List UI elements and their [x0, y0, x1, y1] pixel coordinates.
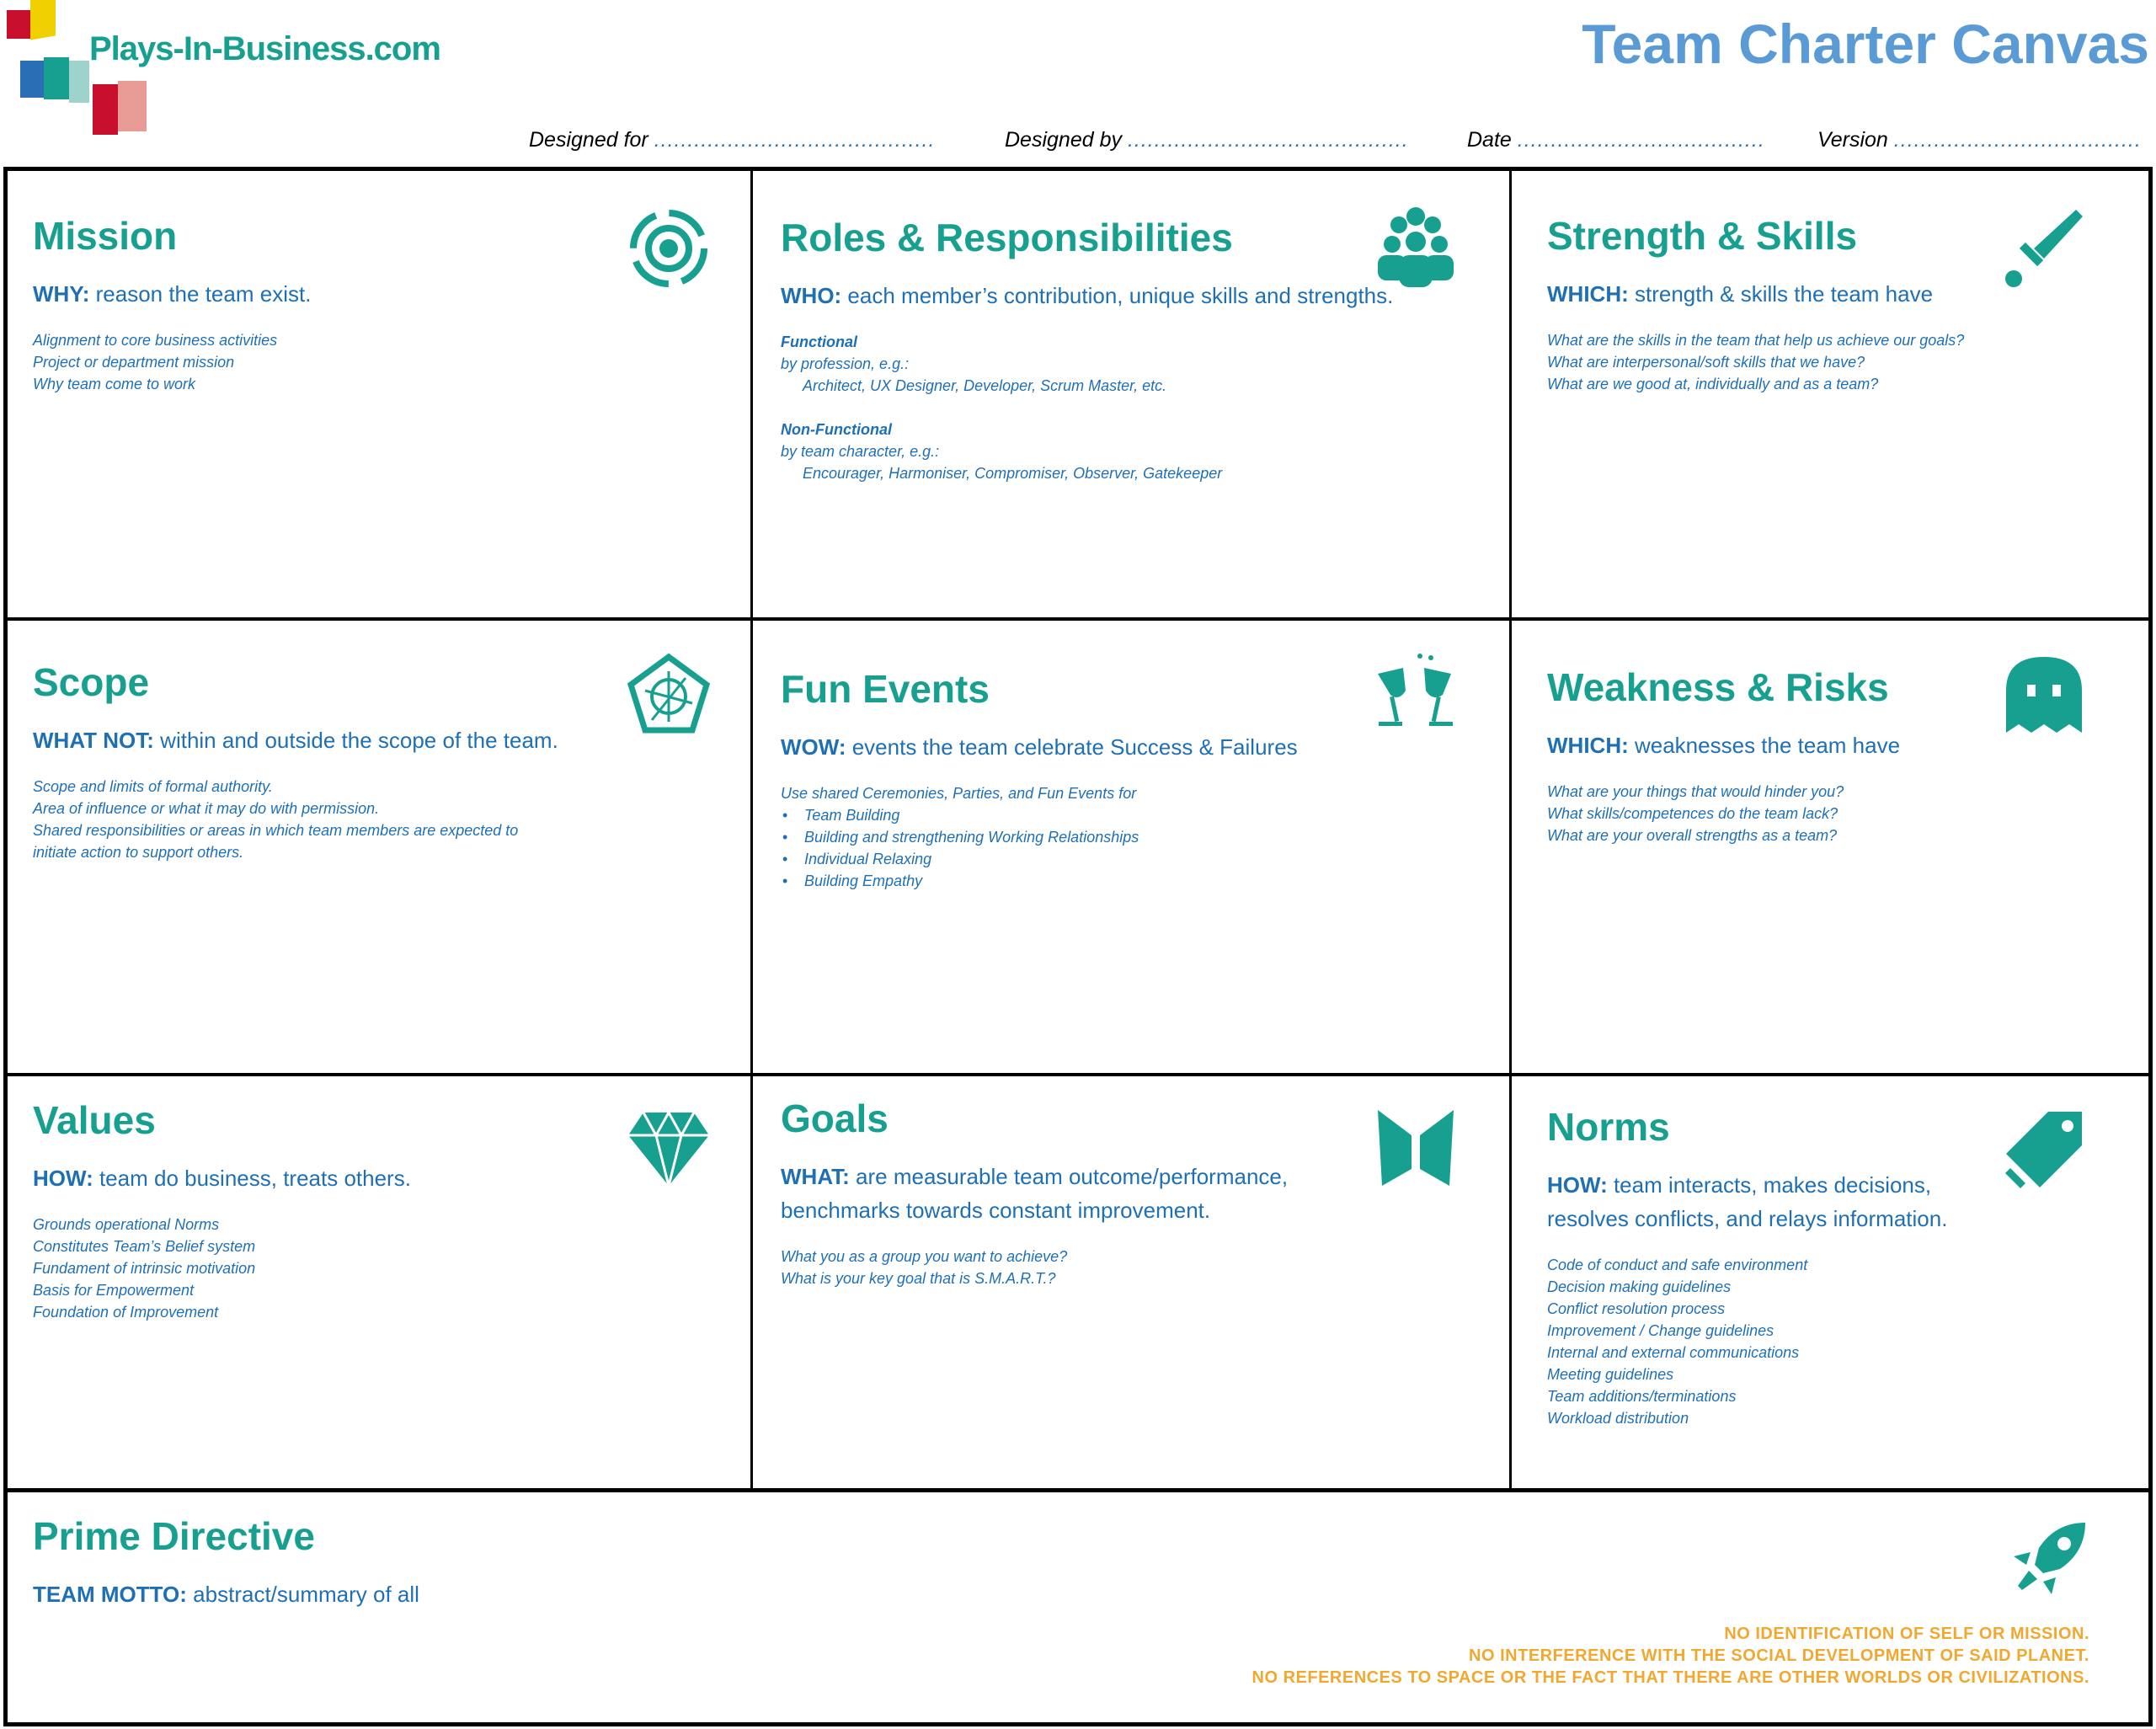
note: Architect, UX Designer, Developer, Scrum Master, etc.	[803, 377, 1167, 394]
note: Constitutes Team’s Belief system	[33, 1238, 256, 1255]
diamond-icon	[627, 1106, 711, 1190]
note: Scope and limits of formal authority.	[33, 778, 273, 795]
cell-lead: TEAM MOTTO: abstract/summary of all	[33, 1582, 419, 1607]
sword-icon	[2002, 206, 2086, 291]
field-dots: .....................................	[1893, 128, 2142, 152]
note: Team additions/terminations	[1547, 1388, 1737, 1405]
page-title: Team Charter Canvas	[1582, 13, 2149, 75]
cell-title: Fun Events	[781, 667, 990, 711]
designed-by-field[interactable]	[1005, 128, 1409, 152]
note: Why team come to work	[33, 376, 196, 392]
note: by profession, e.g.:	[781, 355, 910, 372]
note: initiate action to support others.	[33, 844, 244, 861]
cell-title: Weakness & Risks	[1547, 665, 1889, 709]
note: Foundation of Improvement	[33, 1304, 219, 1321]
date-field[interactable]	[1467, 128, 1765, 152]
note: What is your key goal that is S.M.A.R.T.?	[781, 1270, 1056, 1287]
note: Encourager, Harmoniser, Compromiser, Observer, Gatekeeper	[803, 465, 1223, 482]
cell-title: Scope	[33, 660, 150, 704]
divider	[8, 1488, 2148, 1492]
cell-lead: WHO: each member’s contribution, unique skills and strengths.	[781, 283, 1394, 308]
field-label: Designed by	[1005, 128, 1122, 152]
cell-lead: WHAT: are measurable team outcome/performance, benchmarks towards constant improvement.	[781, 1164, 1289, 1223]
note: What are the skills in the team that help us achieve our goals?	[1547, 332, 1965, 349]
tag-icon	[2002, 1107, 2086, 1192]
cell-lead: HOW: team interacts, makes decisions, resolves conflicts, and relays information.	[1547, 1172, 1948, 1231]
note-heading: Non-Functional	[781, 421, 892, 438]
flags-icon	[1374, 1106, 1458, 1190]
note: What are interpersonal/soft skills that we have?	[1547, 354, 1865, 371]
note: Internal and external communications	[1547, 1344, 1800, 1361]
note: Improvement / Change guidelines	[1547, 1322, 1774, 1339]
bullet-item: • Individual Relaxing	[781, 848, 1488, 870]
note: What are we good at, individually and as a team?	[1547, 376, 1879, 392]
note: What skills/competences do the team lack?	[1547, 805, 1838, 822]
field-label: Date	[1467, 128, 1512, 152]
cell-title: Prime Directive	[33, 1514, 315, 1558]
note: Use shared Ceremonies, Parties, and Fun Events for	[781, 785, 1137, 802]
bullet-item: • Building Empathy	[781, 870, 1488, 892]
bullet-item: • Team Building	[781, 804, 1488, 826]
cell-lead: HOW: team do business, treats others.	[33, 1166, 411, 1191]
cell-lead: WHICH: weaknesses the team have	[1547, 733, 1901, 758]
cell-lead: WHICH: strength & skills the team have	[1547, 281, 1934, 307]
rocket-icon	[2005, 1518, 2089, 1603]
divider	[8, 617, 2148, 621]
note: Alignment to core business activities	[33, 332, 278, 349]
canvas-grid	[3, 167, 2153, 1726]
cell-title: Norms	[1547, 1105, 1670, 1149]
logo	[0, 0, 505, 143]
field-label: Version	[1817, 128, 1888, 152]
cell-lead: WHAT NOT: within and outside the scope of the team.	[33, 728, 558, 753]
divider	[1509, 171, 1512, 1488]
team-icon	[1374, 206, 1458, 291]
note: Grounds operational Norms	[33, 1216, 220, 1233]
bullet-item: • Building and strengthening Working Relationships	[781, 826, 1488, 848]
version-field[interactable]	[1817, 128, 2142, 152]
note: Meeting guidelines	[1547, 1366, 1674, 1383]
logo-text: Plays-In-Business.com	[89, 30, 440, 67]
designed-for-field[interactable]	[529, 128, 935, 152]
note: Code of conduct and safe environment	[1547, 1257, 1808, 1273]
note: What are your overall strengths as a team?	[1547, 827, 1838, 844]
note: Conflict resolution process	[1547, 1300, 1726, 1317]
field-dots: .....................................	[1517, 128, 1765, 152]
cheers-glasses-icon	[1374, 653, 1458, 737]
target-icon	[627, 206, 711, 291]
note-heading: Functional	[781, 334, 857, 350]
field-dots: ..........................................	[654, 128, 936, 152]
field-label: Designed for	[529, 128, 648, 152]
cell-title: Goals	[781, 1097, 889, 1140]
cell-lead: WOW: events the team celebrate Success & Failures	[781, 734, 1298, 760]
cell-title: Roles & Responsibilities	[781, 216, 1233, 259]
note: Shared responsibilities or areas in which team members are expected to	[33, 822, 519, 839]
pentagon-network-icon	[627, 653, 711, 737]
note: Project or department mission	[33, 354, 235, 371]
prime-directive-text: NO IDENTIFICATION OF SELF OR MISSION. NO INTERFERENCE WITH THE SOCIAL DEVELOPMENT OF SAID PLANET. NO REFERENCES TO SPACE OR THE FACT THAT THERE ARE OTHER WORLDS OR CIVILIZATIONS.	[1251, 1625, 2089, 1687]
note: Fundament of intrinsic motivation	[33, 1260, 256, 1277]
note: What you as a group you want to achieve?	[781, 1248, 1068, 1265]
note: Area of influence or what it may do with permission.	[33, 800, 380, 817]
cell-title: Strength & Skills	[1547, 214, 1858, 258]
note: What are your things that would hinder you?	[1547, 783, 1844, 800]
divider	[8, 1073, 2148, 1076]
note: Basis for Empowerment	[33, 1282, 195, 1299]
divider	[750, 171, 753, 1488]
cell-lead: WHY: reason the team exist.	[33, 281, 312, 307]
cell-title: Values	[33, 1098, 156, 1142]
cell-prime-directive[interactable]	[33, 1513, 1296, 1630]
note: Decision making guidelines	[1547, 1278, 1732, 1295]
note: by team character, e.g.:	[781, 443, 940, 460]
field-dots: ..........................................	[1127, 128, 1409, 152]
note: Workload distribution	[1547, 1410, 1689, 1427]
ghost-icon	[2002, 653, 2086, 737]
cell-title: Mission	[33, 214, 178, 258]
logo-cubes-icon	[0, 0, 160, 143]
